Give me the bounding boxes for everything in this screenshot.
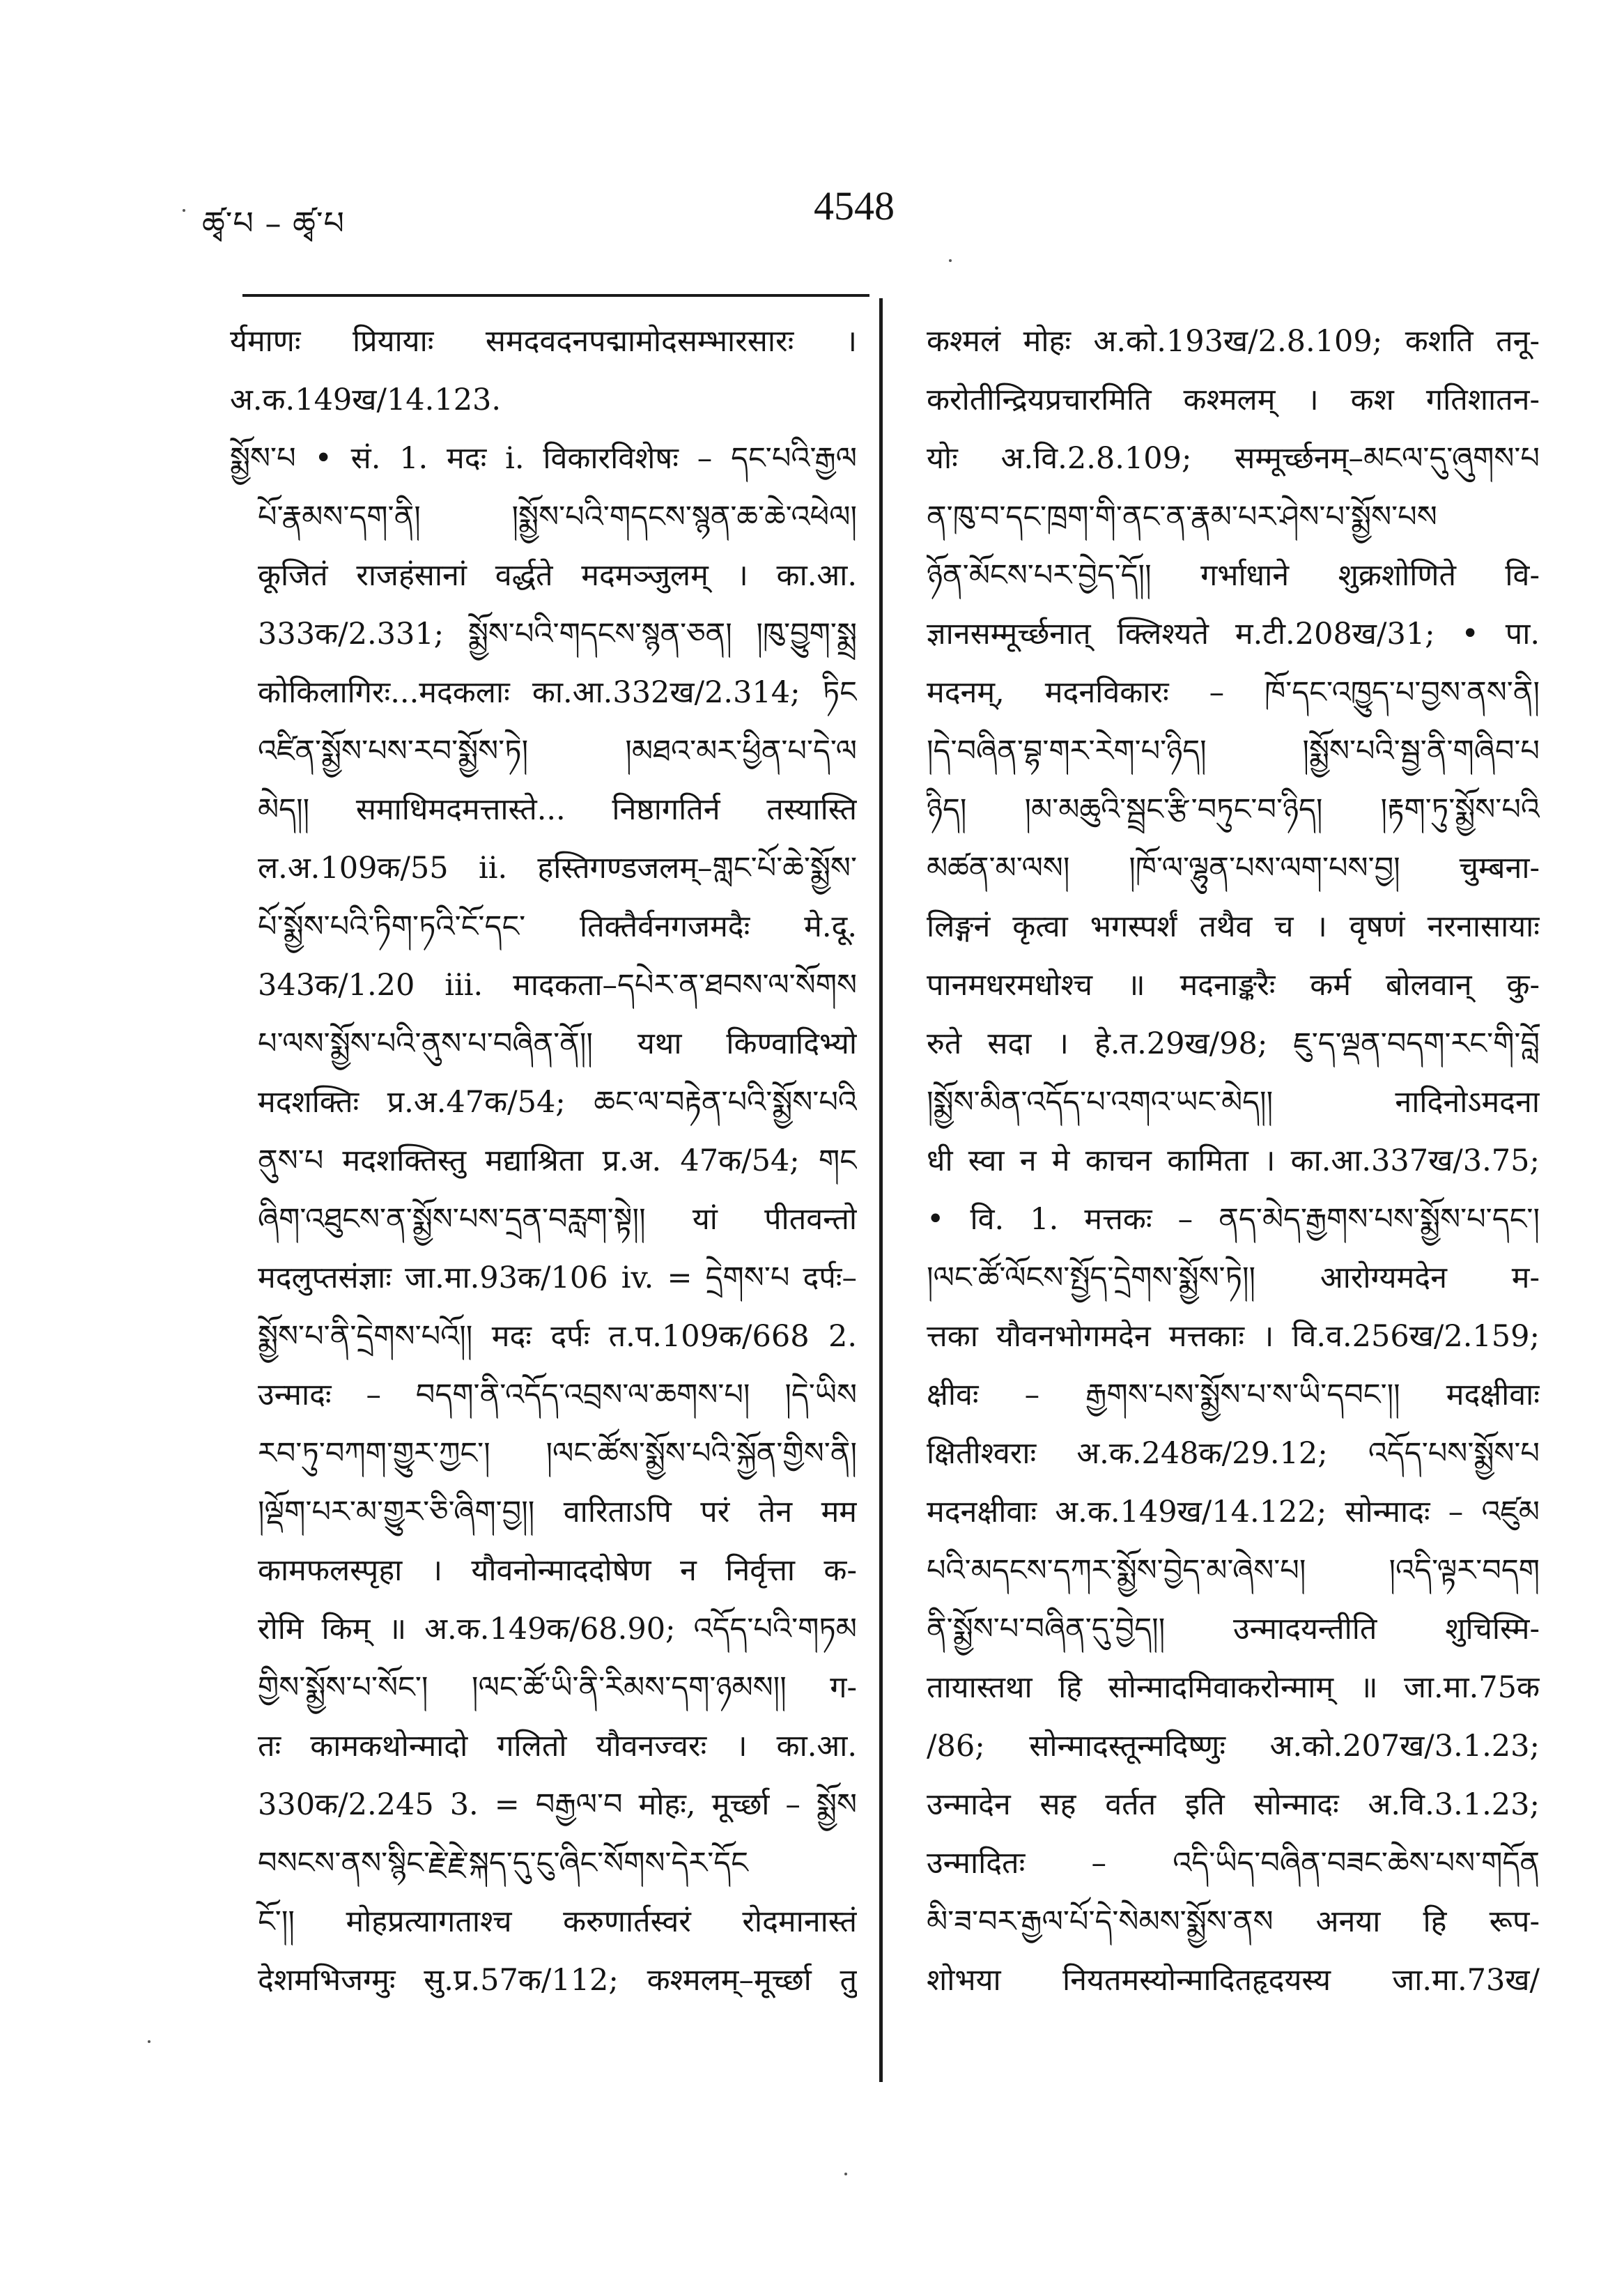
headword-entry-line: སྨྱོས་པ • सं. 1. मदः i. विकारविशेषः – དང་པའི་རྒྱལ [230,441,857,476]
right-line: མི་ཟ་བར་རྒྱལ་པོ་དེ་སེམས་སྨྱོས་ནས अनया हि रूप- [927,1904,1540,1939]
left-line: ནུས་པ मदशक्तिस्तु मद्याश्रिता प्र.अ. 47क/54; གང [258,1143,857,1178]
left-line: བསངས་ནས་སྙིང་རྗེ་རྗེ་སྐད་དུ་ངུ་ཞིང་སོགས་དེར་དོང [258,1846,748,1881]
left-line: མེད།། समाधिमदमत्तास्ते... निष्ठागतिर्न तस्यास्ति [258,792,857,827]
left-line: 333क/2.331; སྨྱོས་པའི་གདངས་སྙན་ཅན། །ཁུ་བྱུག་སྨྲ [258,617,857,652]
left-line: तः कामकथोन्मादो गलितो यौवनज्वरः । का.आ. [258,1729,857,1764]
left-line: པ་ལས་སྨྱོས་པའི་ནུས་པ་བཞིན་ནོ།། यथा किण्वादिभ्यो [258,1026,857,1061]
left-line: कूजितं राजहंसानां वर्द्धते मदमञ्जुलम् । का.आ. [258,558,857,593]
right-line: །ལང་ཚོ་ལོངས་སྤྱོད་དྲེགས་སྨྱོས་ཏེ།། आरोग्यमदेन म- [927,1261,1540,1295]
left-line: ངོ་།། मोहप्रत्यागताश्च करुणार्तस्वरं रोदमानास्तं [258,1904,857,1939]
right-line: मदनक्षीवाः अ.क.149ख/14.122; सोन्मादः – འཛུམ [927,1495,1540,1529]
left-line: मदशक्तिः प्र.अ.47क/54; ཆང་ལ་བརྟེན་པའི་སྨྱོས་པའི [258,1085,857,1120]
right-line: ज्ञानसम्मूर्च्छनात् क्लिश्यते म.टी.208ख/31; • पा. [927,617,1540,652]
left-line: པོ་རྣམས་དག་ནི། །སྨྱོས་པའི་གདངས་སྙན་ཆ་ཆེ་འཕེལ། [258,500,857,534]
right-line: ཉིད། །མ་མཆུའི་སྦྲང་རྩི་བཏུང་བ་ཉིད། །རྟག་ཏུ་སྨྱོས་པའི [927,792,1540,827]
left-line: रोमि किम् ॥ अ.क.149क/68.90; འདོད་པའི་གཏམ [258,1612,857,1647]
right-line: ནི་སྨྱོས་པ་བཞིན་དུ་བྱེད།། उन्मादयन्तीति शुचिस्मि- [927,1612,1540,1647]
left-line: 343क/1.20 iii. मादकता–དཔེར་ན་ཐབས་ལ་སོགས [258,968,857,1003]
left-line: मदलुप्तसंज्ञाः जा.मा.93क/106 iv. = དྲེགས་པ दर्पः– [258,1261,857,1295]
right-line: कश्मलं मोहः अ.को.193ख/2.8.109; कशति तनू- [927,324,1540,359]
right-line: །སྨྱོས་མིན་འདོད་པ་འགའ་ཡང་མེད།། नादिनोऽमदना [927,1085,1540,1120]
right-line: པའི་མདངས་དཀར་སྨྱོས་བྱེད་མ་ཞེས་པ། །འདི་ལྟར་བདག [927,1553,1540,1588]
right-line: धी स्वा न मे काचन कामिता । का.आ.337ख/3.75; [927,1143,1540,1178]
right-line: करोतीन्द्रियप्रचारमिति कश्मलम् । कश गतिशातन- [927,383,1540,417]
left-line: རབ་ཏུ་བཀག་གྱུར་ཀྱང་། །ལང་ཚོས་སྨྱོས་པའི་སྐྱོན་གྱིས་ནི། [258,1436,857,1471]
right-line: पानमधरमधोश्च ॥ मदनाङ्करैः कर्म बोलवान् कु- [927,968,1540,1003]
right-line: क्षीवः – རྒྱགས་པས་སྨྱོས་པ་ས་ཡི་དབང་།། मदक्षीवाः [927,1378,1540,1412]
left-line: 330क/2.245 3. = བརྒྱལ་བ मोहः, मूर्च्छा – སྨྱོས [258,1787,857,1822]
left-line: अ.क.149ख/14.123. [230,383,502,417]
right-line: ཉོན་མོངས་པར་བྱེད་དོ།། गर्भाधाने शुक्रशोणिते वि- [927,558,1540,593]
page-number: 4548 [814,183,895,229]
running-head: ཚྭ་པ – ཚྭ་པ [202,204,346,242]
left-line: །ལྡོག་པར་མ་གྱུར་ཅི་ཞིག་བྱ།། वारिताऽपि परं तेन मम [258,1495,857,1529]
right-line: रुते सदा । हे.त.29ख/98; ཇུ་ད་ལྡན་བདག་རང་གི་བློ [927,1026,1540,1061]
right-line: मदनम्, मदनविकारः – ཁོ་དང་འཁྱུད་པ་བྱས་ནས་ནི། [927,675,1540,710]
right-line: ན་ཁུ་བ་དང་ཁྲག་གི་ནང་ན་རྣམ་པར་ཤེས་པ་སྨྱོས་པས [927,500,1437,534]
right-line: །དེ་བཞིན་བྷ་གར་རེག་པ་ཉིད། །སྨྱོས་པའི་སྦྱ་ནི་གཞིབ་པ [927,734,1540,769]
left-line: ཞིག་འཐུངས་ན་སྨྱོས་པས་དྲན་བརླག་སྟེ།། यां पीतवन्तो [258,1202,857,1237]
right-line: क्षितीश्वराः अ.क.248क/29.12; འདོད་པས་སྨྱོས་པ [927,1436,1540,1471]
right-line: योः अ.वि.2.8.109; सम्मूर्च्छनम्–མངལ་དུ་ཞུགས་པ [927,441,1540,476]
left-line: कामफलस्पृहा । यौवनोन्माददोषेण न निर्वृत्ता क- [258,1553,857,1588]
right-line: लिङ्गनं कृत्वा भगस्पर्शं तथैव च । वृषणं नरनासायाः [927,909,1540,944]
column-divider [879,298,883,2082]
scan-speck [183,209,185,212]
scan-speck [148,2040,150,2043]
left-line: उन्मादः – བདག་ནི་འདོད་འབྲས་ལ་ཆགས་པ། །དེ་ཡིས [258,1378,857,1412]
left-line: र्यमाणः प्रियायाः समदवदनपद्मामोदसम्भारसारः । [230,324,857,359]
left-line: པོ་སྨྱོས་པའི་ཏིག་ཏའི་ངོ་དང་ तिक्तैर्वनगजमदैः मे.दू. [258,909,857,944]
right-line: མཚན་མ་ལས། །ཁོ་ལ་ལྷུན་པས་ལག་པས་བྱ། चुम्बना- [927,851,1540,886]
right-line: त्तका यौवनभोगमदेन मत्तकाः । वि.व.256ख/2.159; [927,1319,1540,1354]
right-line: • वि. 1. मत्तकः – ནད་མེད་རྒྱགས་པས་སྨྱོས་པ་དང་། [927,1202,1540,1237]
left-line: देशमभिजग्मुः सु.प्र.57क/112; कश्मलम्–मूर्च्छा तु [258,1963,857,1998]
left-line: ल.अ.109क/55 ii. हस्तिगण्डजलम्–གླང་པོ་ཆེ་སྨྱོས་ [258,851,857,886]
right-line: तायास्तथा हि सोन्मादमिवाकरोन्माम् ॥ जा.मा.75क [927,1670,1540,1705]
right-line: उन्मादितः – འདི་ཡིད་བཞིན་བཟང་ཆེས་པས་གདོན [927,1846,1540,1881]
header-rule [242,294,869,297]
scan-speck [949,259,952,262]
scan-speck [844,2173,847,2175]
right-line: /86; सोन्मादस्तून्मदिष्णुः अ.को.207ख/3.1.23; [927,1729,1540,1764]
right-line: उन्मादेन सह वर्तत इति सोन्मादः अ.वि.3.1.23; [927,1787,1540,1822]
left-column [230,312,857,2010]
left-line: གྱིས་སྨྱོས་པ་སོང་། །ལང་ཚོ་ཡི་ནི་རིམས་དག་ཉམས།། ग- [258,1670,857,1705]
left-line: འཛིན་སྨྱོས་པས་རབ་སྨྱོས་ཏེ། །མཐའ་མར་ཕྱིན་པ་དེ་ལ [258,734,857,769]
left-line: कोकिलागिरः...मदकलाः का.आ.332ख/2.314; ཏིང [258,675,857,710]
right-column [927,312,1540,2010]
left-line: སྨྱོས་པ་ནི་དྲེགས་པའོ།། मदः दर्पः त.प.109क/668 2. [258,1319,857,1354]
right-line: शोभया नियतमस्योन्मादितहृदयस्य जा.मा.73ख/ [927,1963,1540,1998]
